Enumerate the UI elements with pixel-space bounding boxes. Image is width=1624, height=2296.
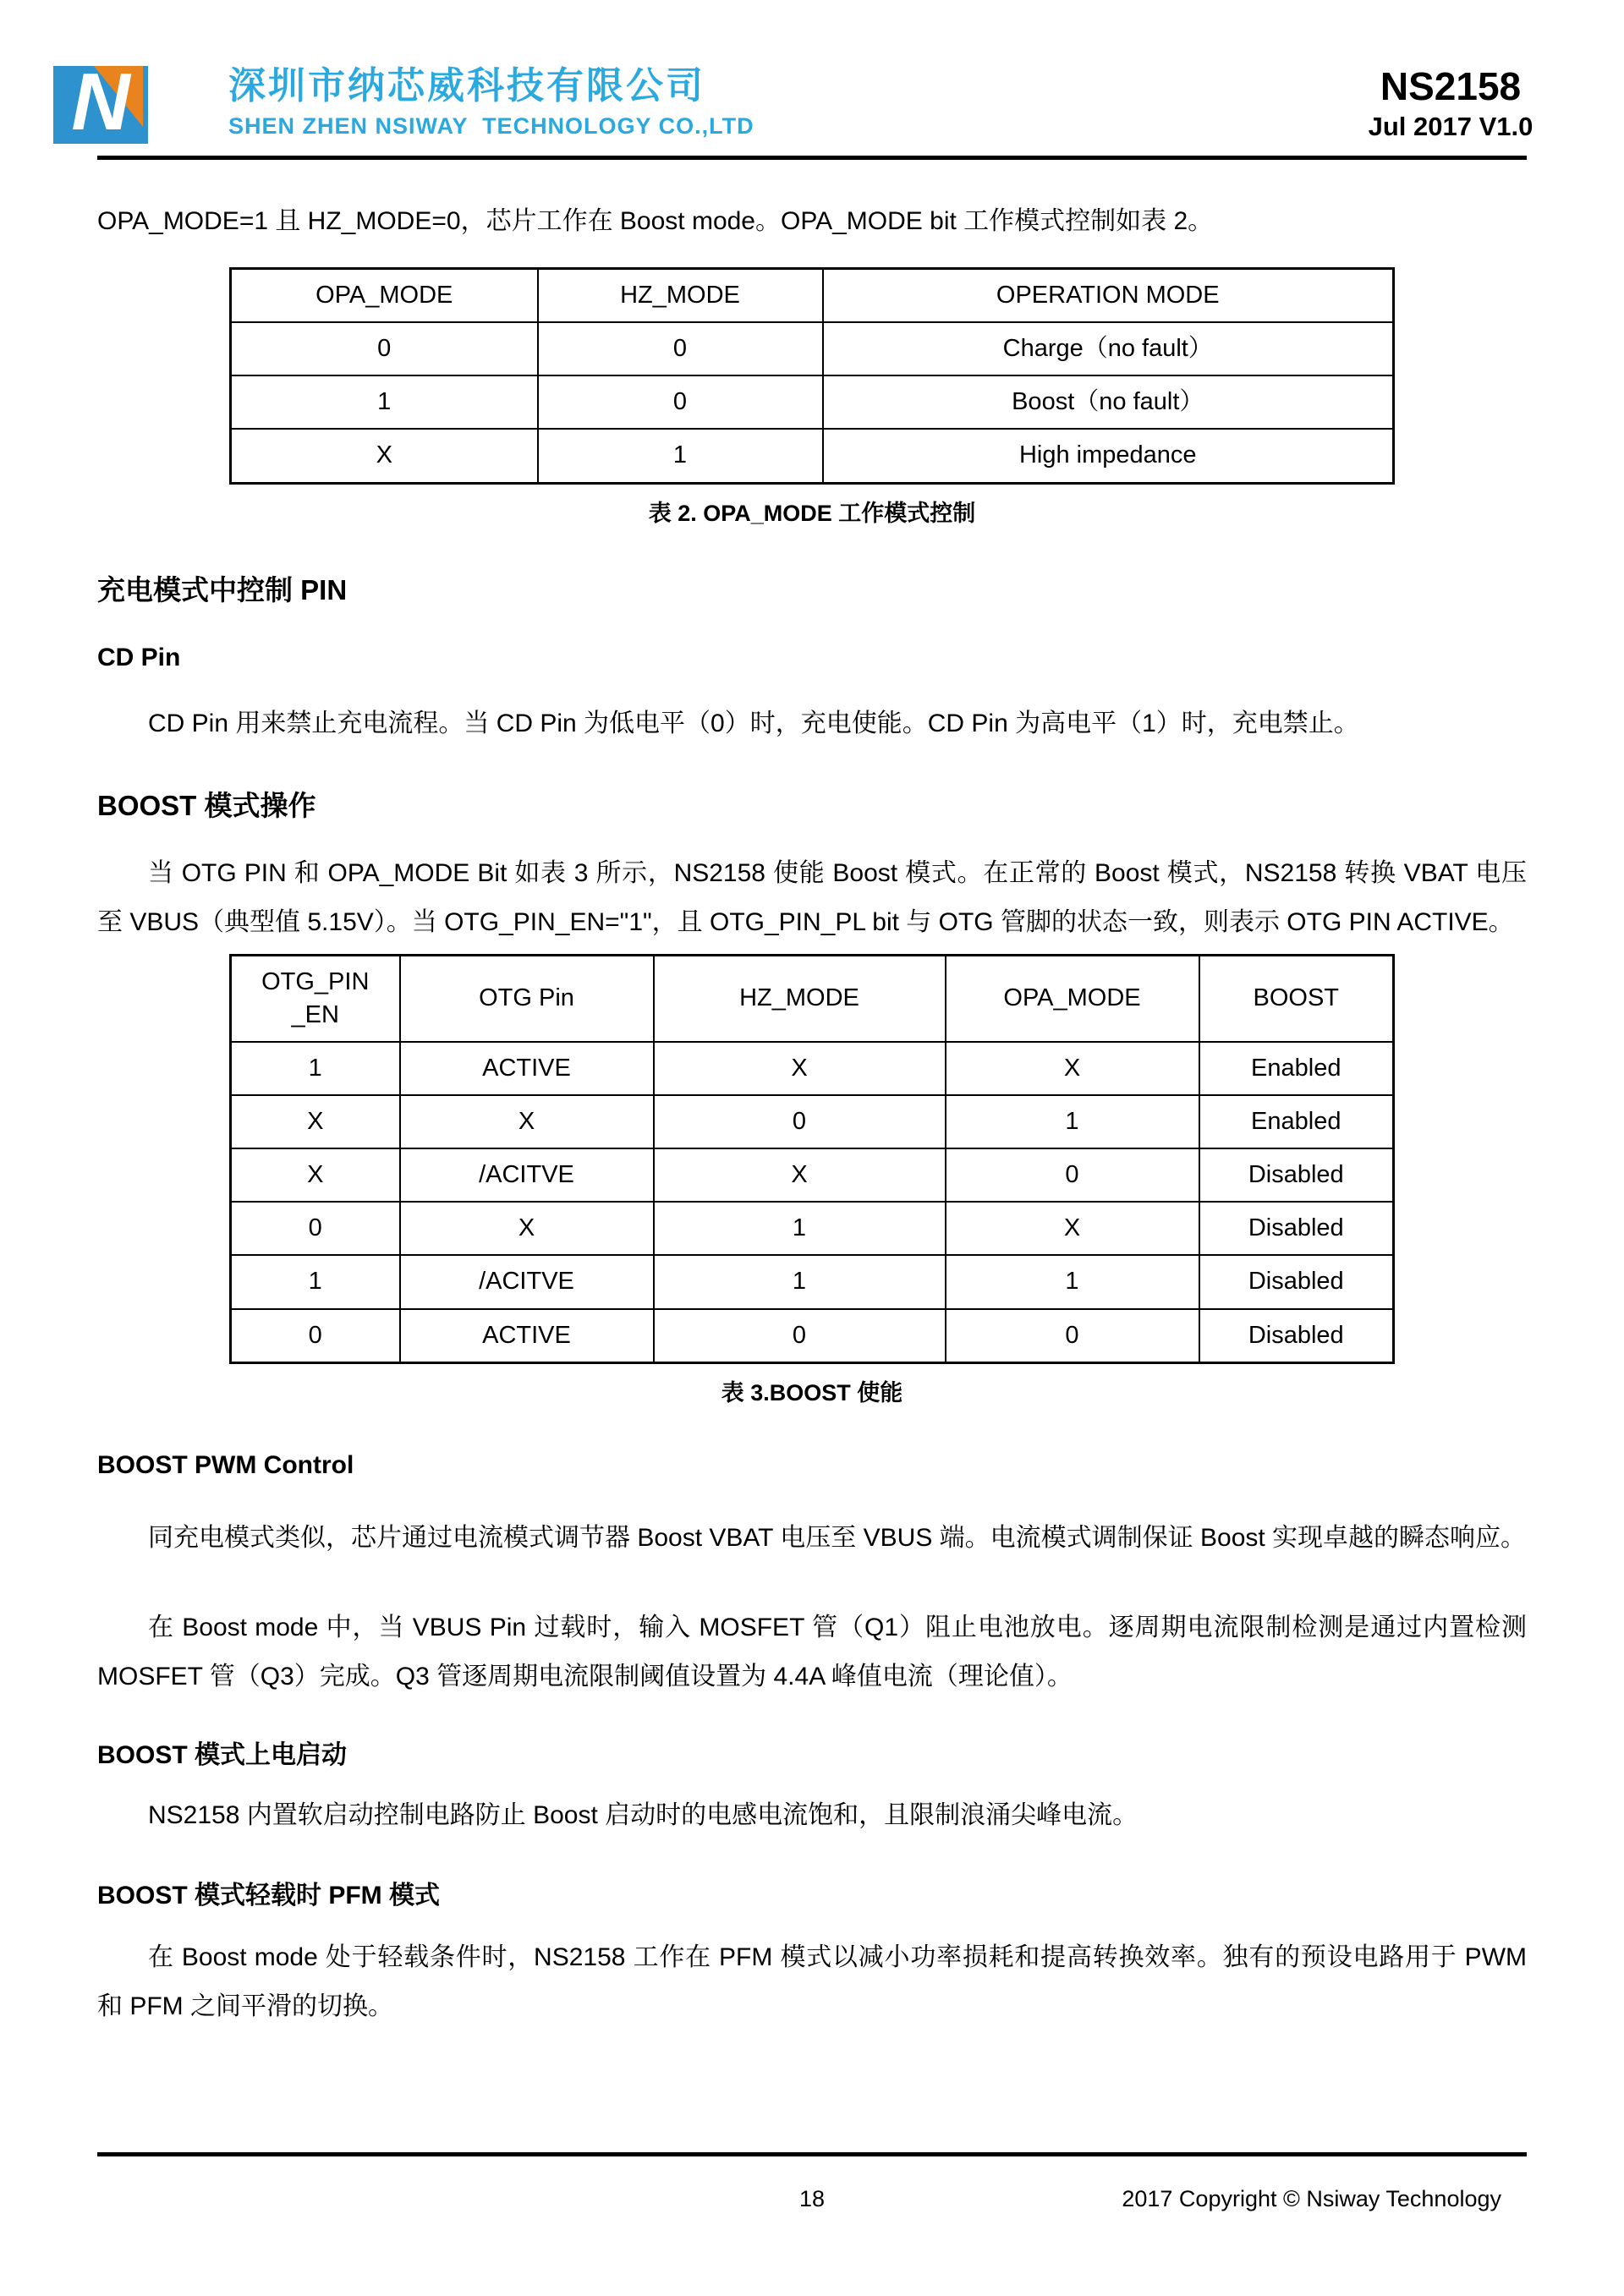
table-cell: Disabled [1199, 1148, 1394, 1202]
document-id-block [1349, 66, 1552, 142]
pwm-paragraph-2: 在 Boost mode 中，当 VBUS Pin 过载时，输入 MOSFET 管（Q1）阻止电池放电。逐周期电流限制检测是通过内置检测 MOSFET 管（Q3）完成。Q3 管逐周期电流限制阈值设置为 4.4A 峰值电流（理论值）。 [97, 1613, 1527, 1690]
section-heading-charge-pin: 充电模式中控制 PIN [97, 573, 348, 606]
column-header: HZ_MODE [538, 269, 823, 323]
table-cell: Disabled [1199, 1309, 1394, 1363]
table-cell: Charge（no fault） [823, 322, 1394, 375]
table-cell: 1 [231, 375, 538, 429]
table-cell: 0 [231, 1309, 400, 1363]
part-number: NS2158 [1380, 64, 1522, 108]
column-header: OPERATION MODE [823, 269, 1394, 323]
header-rule [97, 156, 1527, 160]
cd-pin-paragraph: CD Pin 用来禁止充电流程。当 CD Pin 为低电平（0）时，充电使能。CD Pin 为高电平（1）时，充电禁止。 [148, 709, 1359, 737]
column-header: OPA_MODE [231, 269, 538, 323]
page-number: 18 [798, 2186, 826, 2211]
softstart-paragraph: NS2158 内置软启动控制电路防止 Boost 启动时的电感电流饱和，且限制浪涌尖峰电流。 [148, 1800, 1138, 1829]
subsection-heading-softstart: BOOST 模式上电启动 [97, 1740, 348, 1769]
pfm-paragraph: 在 Boost mode 处于轻载条件时，NS2158 工作在 PFM 模式以减小功率损耗和提高转换效率。独有的预设电路用于 PWM 和 PFM 之间平滑的切换。 [97, 1943, 1527, 2020]
table-cell: Enabled [1199, 1095, 1394, 1148]
table-cell: Boost（no fault） [823, 375, 1394, 429]
table-cell: 1 [231, 1255, 400, 1308]
table-cell: 0 [946, 1309, 1199, 1363]
intro-paragraph: OPA_MODE=1 且 HZ_MODE=0，芯片工作在 Boost mode。OPA_MODE bit 工作模式控制如表 2。 [97, 207, 1214, 235]
column-header: BOOST [1199, 955, 1394, 1042]
subsection-heading-cd-pin: CD Pin [97, 643, 181, 671]
column-header: OTG Pin [400, 955, 654, 1042]
copyright-text: 2017 Copyright © Nsiway Technology [1122, 2186, 1501, 2211]
table-row [231, 429, 1394, 483]
table-cell: 1 [654, 1255, 946, 1308]
subsection-heading-pwm: BOOST PWM Control [97, 1450, 354, 1479]
pwm-paragraph-1: 同充电模式类似，芯片通过电流模式调节器 Boost VBAT 电压至 VBUS 端。电流模式调制保证 Boost 实现卓越的瞬态响应。 [148, 1523, 1527, 1552]
column-header: HZ_MODE [654, 955, 946, 1042]
table-cell: X [654, 1042, 946, 1095]
table-cell: 0 [231, 1202, 400, 1255]
table-row [231, 322, 1394, 375]
table-header-row [231, 269, 1394, 323]
revision-date: Jul 2017 V1.0 [1368, 112, 1533, 142]
table-cell: 0 [946, 1148, 1199, 1202]
table-cell: 0 [654, 1309, 946, 1363]
table-header-row [231, 955, 1394, 1042]
table-cell: 1 [538, 429, 823, 483]
company-name-cn: 深圳市纳芯威科技有限公司 [228, 65, 705, 107]
table-cell: X [231, 1095, 400, 1148]
table-cell: ACTIVE [400, 1309, 654, 1363]
column-header: OTG_PIN _EN [231, 955, 400, 1042]
company-name-block [228, 66, 754, 140]
table-cell: 0 [654, 1095, 946, 1148]
table-cell: X [654, 1148, 946, 1202]
table-cell: 0 [538, 322, 823, 375]
table-cell: Disabled [1199, 1255, 1394, 1308]
table-cell: /ACITVE [400, 1255, 654, 1308]
column-header: OPA_MODE [946, 955, 1199, 1042]
footer-rule [97, 2152, 1527, 2156]
table-cell: 1 [231, 1042, 400, 1095]
table-cell: /ACITVE [400, 1148, 654, 1202]
table-cell: 1 [946, 1255, 1199, 1308]
table-row [231, 1042, 1394, 1095]
table-cell: X [231, 1148, 400, 1202]
page-header [0, 66, 1624, 152]
company-name-en: SHEN ZHEN NSIWAY TECHNOLOGY CO.,LTD [228, 113, 754, 140]
table-cell: 0 [231, 322, 538, 375]
table-row [231, 375, 1394, 429]
table-cell: Disabled [1199, 1202, 1394, 1255]
subsection-heading-pfm: BOOST 模式轻载时 PFM 模式 [97, 1881, 440, 1910]
table-row [231, 1309, 1394, 1363]
section-heading-boost-op: BOOST 模式操作 [97, 789, 316, 821]
table-cell: X [946, 1202, 1199, 1255]
table-cell: Enabled [1199, 1042, 1394, 1095]
company-logo [53, 66, 148, 144]
table-cell: 1 [654, 1202, 946, 1255]
boost-enable-table [229, 954, 1395, 1364]
table-cell: X [400, 1095, 654, 1148]
table-cell: ACTIVE [400, 1042, 654, 1095]
table-cell: High impedance [823, 429, 1394, 483]
logo-n-mark: N [71, 66, 130, 144]
table-row [231, 1095, 1394, 1148]
table-row [231, 1202, 1394, 1255]
table-cell: X [231, 429, 538, 483]
table-cell: 1 [946, 1095, 1199, 1148]
table-cell: X [400, 1202, 654, 1255]
table-row [231, 1148, 1394, 1202]
table-cell: 0 [538, 375, 823, 429]
table-cell: X [946, 1042, 1199, 1095]
opa-mode-table [229, 267, 1395, 485]
table-row [231, 1255, 1394, 1308]
table3-caption: 表 3.BOOST 使能 [721, 1379, 903, 1406]
boost-op-paragraph: 当 OTG PIN 和 OPA_MODE Bit 如表 3 所示，NS2158 使能 Boost 模式。在正常的 Boost 模式，NS2158 转换 VBAT 电压至 VBUS（典型值 5.15V）。当 OTG_PIN_EN="1"，且 OTG_PIN_PL bit 与 OTG 管脚的状态一致，则表示 OTG PIN ACTIVE。 [97, 858, 1527, 936]
table2-caption: 表 2. OPA_MODE 工作模式控制 [648, 500, 976, 526]
